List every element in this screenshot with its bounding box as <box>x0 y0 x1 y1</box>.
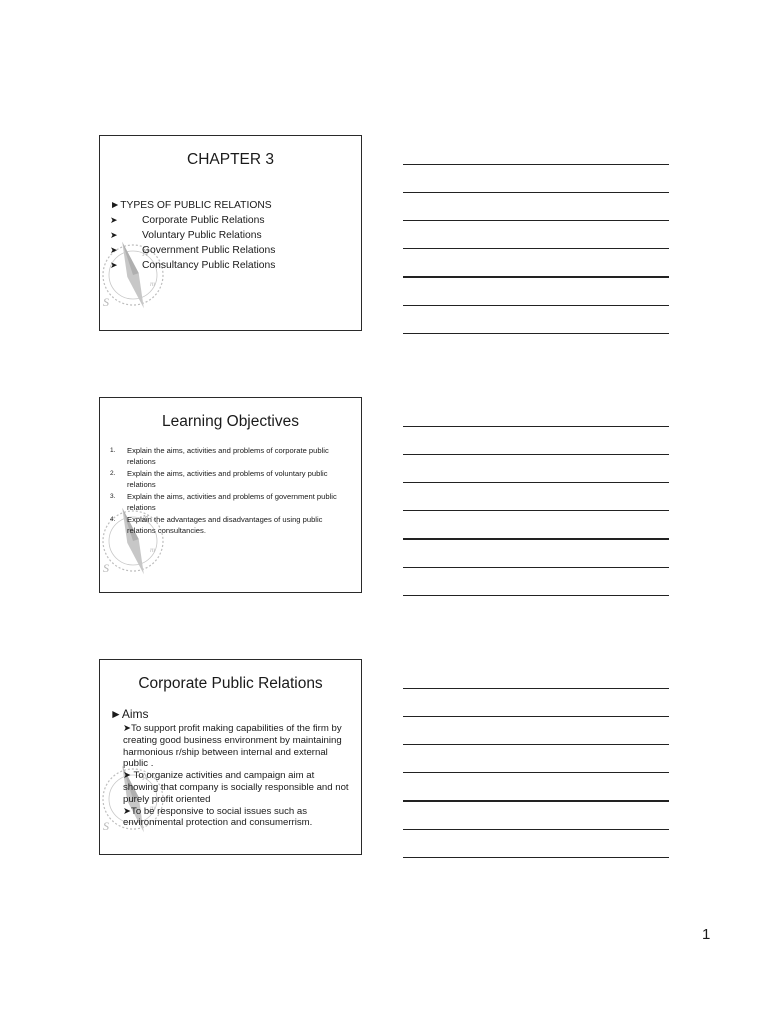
list-item <box>110 243 355 258</box>
note-line <box>403 538 669 540</box>
note-line <box>403 716 669 717</box>
note-line <box>403 829 669 830</box>
aims-list <box>123 723 351 829</box>
list-item-text: Explain the aims, activities and problems of voluntary public relations <box>127 468 328 489</box>
list-item-label: Consultancy Public Relations <box>142 260 276 271</box>
list-item <box>110 446 349 468</box>
slide-title: CHAPTER 3 <box>187 151 274 168</box>
list-number: 2. <box>110 469 116 477</box>
list-item: ➤To support profit making capabilities of the firm by creating good business environment by maintaining harmonious r/ship between internal and external public . <box>123 723 342 770</box>
list-item <box>110 258 355 273</box>
chevron-bullet-icon: ➤ <box>110 260 118 270</box>
slide-learning-objectives <box>99 397 362 593</box>
note-line <box>403 744 669 745</box>
note-line <box>403 454 669 455</box>
list-item-text: Explain the aims, activities and problems of corporate public relations <box>127 446 329 466</box>
note-line <box>403 595 669 596</box>
list-item <box>110 228 355 243</box>
chevron-bullet-icon: ➤ <box>110 215 118 225</box>
list-item-text: Explain the aims, activities and problems of government public relations <box>127 491 337 512</box>
list-item <box>110 213 355 228</box>
note-line <box>403 220 669 221</box>
list-number: 1. <box>110 447 116 454</box>
chevron-bullet-icon: ➤ <box>110 230 118 240</box>
list-item <box>110 492 349 514</box>
note-line <box>403 333 669 334</box>
list-item <box>110 515 349 537</box>
slide-heading: ►TYPES OF PUBLIC RELATIONS <box>110 200 272 211</box>
note-line <box>403 482 669 483</box>
note-line <box>403 426 669 427</box>
note-line <box>403 510 669 511</box>
note-line <box>403 772 669 773</box>
slide-heading: ►Aims <box>110 707 149 721</box>
page-number: 1 <box>702 926 711 943</box>
slide-title: Corporate Public Relations <box>138 675 323 692</box>
list-item: ➤ To organize activities and campaign aim at showing that company is socially responsible and not purely profit oriented <box>123 770 349 805</box>
slide-title: Learning Objectives <box>162 413 299 430</box>
note-line <box>403 688 669 689</box>
note-line <box>403 164 669 165</box>
list-item-label: Corporate Public Relations <box>142 215 265 226</box>
note-line <box>403 276 669 278</box>
list-item-text: Explain the advantages and disadvantages of using public relations consultancies. <box>127 514 323 535</box>
list-item-label: Voluntary Public Relations <box>142 230 262 241</box>
chevron-bullet-icon: ➤ <box>110 245 118 255</box>
slide-corporate-public-relations <box>99 659 362 855</box>
note-line <box>403 192 669 193</box>
note-line <box>403 567 669 568</box>
list-number: 3. <box>110 492 116 500</box>
slide-body <box>110 200 355 273</box>
note-line <box>403 857 669 858</box>
note-line <box>403 800 669 802</box>
note-line <box>403 305 669 306</box>
objectives-list <box>110 446 349 538</box>
note-line <box>403 248 669 249</box>
list-number: 4. <box>110 515 116 523</box>
slide-chapter-3 <box>99 135 362 331</box>
list-item: ➤To be responsive to social issues such as environmental protection and consumerrism. <box>123 805 313 829</box>
list-item-label: Government Public Relations <box>142 245 276 256</box>
list-item <box>110 469 349 491</box>
